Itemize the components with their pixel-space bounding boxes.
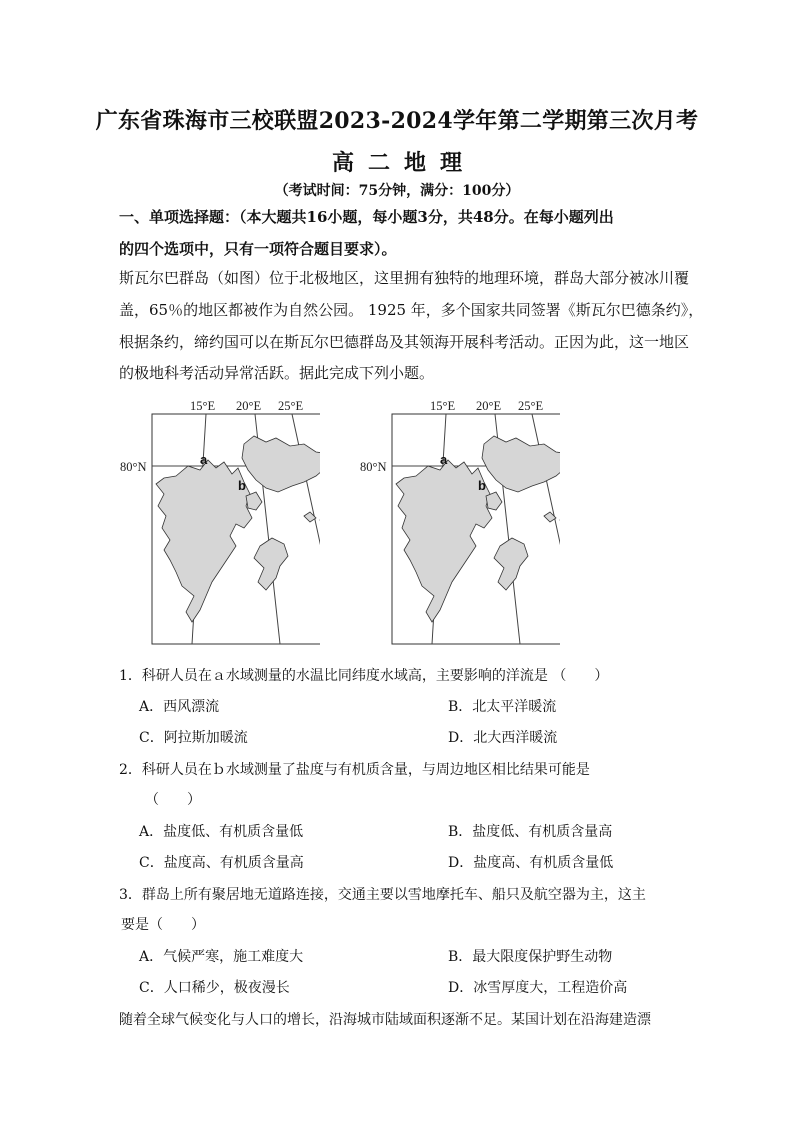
section-heading-line2: 的四个选项中，只有一项符合题目要求）。 bbox=[119, 240, 397, 258]
next-passage-line: 随着全球气候变化与人口的增长，沿海城市陆域面积逐渐不足。某国计划在沿海建造漂 bbox=[119, 1012, 651, 1028]
q2-option-a[interactable]: A．盐度低、有机质含量低 bbox=[139, 824, 304, 840]
question-3-stem: 3．群岛上所有聚居地无道路连接，交通主要以雪地摩托车、船只及航空器为主，这主 bbox=[119, 887, 646, 903]
passage-line: 盖，65％的地区都被作为自然公园。 1925 年，多个国家共同签署《斯瓦尔巴德条约》， bbox=[119, 301, 704, 319]
lon-label-25: 25°E bbox=[278, 399, 304, 413]
q2-option-c[interactable]: C．盐度高、有机质含量高 bbox=[139, 855, 304, 871]
lat-label-80: 80°N bbox=[360, 460, 387, 474]
lon-label-25: 25°E bbox=[518, 399, 544, 413]
q1-option-b[interactable]: B．北太平洋暖流 bbox=[448, 699, 557, 715]
q3-option-b[interactable]: B．最大限度保护野生动物 bbox=[448, 949, 613, 965]
question-2-stem: 2．科研人员在ｂ水域测量了盐度与有机质含量，与周边地区相比结果可能是 bbox=[119, 762, 590, 778]
passage-line: 根据条约，缔约国可以在斯瓦尔巴德群岛及其领海开展科考活动。正因为此，这一地区 bbox=[119, 333, 690, 351]
svalbard-map-left bbox=[120, 396, 320, 646]
point-a-label: a bbox=[440, 452, 448, 467]
q2-option-d[interactable]: D．盐度高、有机质含量低 bbox=[448, 855, 614, 871]
point-b-label: b bbox=[238, 478, 246, 493]
passage-line: 的极地科考活动异常活跃。据此完成下列小题。 bbox=[119, 364, 435, 382]
q3-option-d[interactable]: D．冰雪厚度大，工程造价高 bbox=[448, 980, 628, 996]
q3-option-a[interactable]: A．气候严寒，施工难度大 bbox=[139, 949, 304, 965]
section-heading-line1: 一、单项选择题：（本大题共16小题，每小题3分，共48分。在每小题列出 bbox=[119, 208, 614, 226]
lon-label-15: 15°E bbox=[430, 399, 456, 413]
question-1-stem: 1．科研人员在ａ水域测量的水温比同纬度水域高，主要影响的洋流是 （ ） bbox=[119, 668, 609, 684]
exam-title: 广东省珠海市三校联盟2023-2024学年第二学期第三次月考 bbox=[95, 108, 699, 134]
lon-label-15: 15°E bbox=[190, 399, 216, 413]
q2-option-b[interactable]: B．盐度低、有机质含量高 bbox=[448, 824, 613, 840]
q1-option-a[interactable]: A．西风漂流 bbox=[139, 699, 220, 715]
q1-option-c[interactable]: C．阿拉斯加暖流 bbox=[139, 730, 248, 746]
lon-label-20: 20°E bbox=[236, 399, 262, 413]
question-3-stem-cont: 要是（ ） bbox=[121, 917, 205, 933]
svalbard-map-right bbox=[360, 396, 560, 646]
passage-line: 斯瓦尔巴群岛（如图）位于北极地区，这里拥有独特的地理环境，群岛大部分被冰川覆 bbox=[119, 269, 690, 287]
subject-title: 高二地理 bbox=[331, 150, 476, 176]
q1-option-d[interactable]: D．北大西洋暖流 bbox=[448, 730, 558, 746]
point-a-label: a bbox=[200, 452, 208, 467]
lat-label-80: 80°N bbox=[120, 460, 147, 474]
exam-info: （考试时间：75分钟，满分：100分） bbox=[274, 183, 520, 199]
point-b-label: b bbox=[478, 478, 486, 493]
q3-option-c[interactable]: C．人口稀少，极夜漫长 bbox=[139, 980, 290, 996]
lon-label-20: 20°E bbox=[476, 399, 502, 413]
question-2-stem-cont: （ ） bbox=[145, 792, 201, 808]
